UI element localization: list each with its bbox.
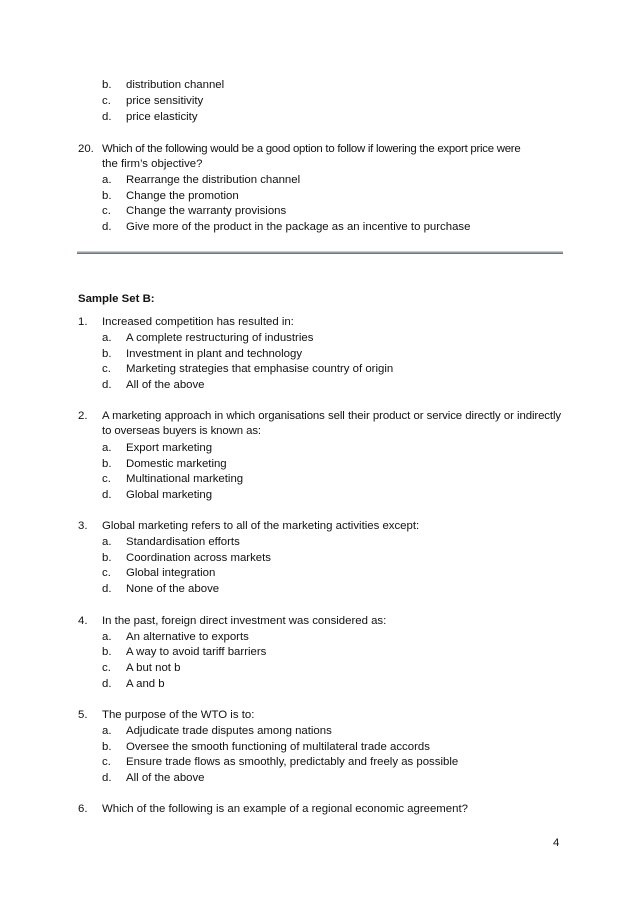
option-letter: c. (102, 363, 111, 375)
option-letter: c. (102, 756, 111, 768)
option-text: All of the above (126, 379, 205, 391)
option-text: distribution channel (126, 79, 225, 91)
option-text: Adjudicate trade disputes among nations (126, 725, 332, 737)
option-letter: c. (102, 95, 111, 107)
option-letter: c. (102, 567, 111, 579)
option-letter: d. (102, 489, 112, 501)
question-line (0, 409, 638, 440)
option-letter: b. (102, 190, 112, 202)
section-heading: Sample Set B: (78, 293, 155, 305)
option-text: None of the above (126, 583, 220, 595)
question-text: Global marketing refers to all of the marketing activities except: (102, 520, 420, 532)
option-letter: b. (102, 79, 112, 91)
option-text: An alternative to exports (126, 631, 249, 643)
option-text: A and b (126, 678, 165, 690)
option-letter: d. (102, 583, 112, 595)
option-letter: a. (102, 174, 112, 186)
question-text: A marketing approach in which organisations sell their product or service directly or indirectly to overseas buyers is known as: (102, 410, 561, 437)
option-letter: b. (102, 348, 112, 360)
option-letter: a. (102, 631, 112, 643)
option-text: Export marketing (126, 442, 213, 454)
option-text: Change the promotion (126, 190, 239, 202)
option-letter: b. (102, 741, 112, 753)
option-letter: d. (102, 772, 112, 784)
question-text: Increased competition has resulted in: (102, 316, 294, 328)
question-text: Which of the following is an example of a regional economic agreement? (102, 803, 468, 815)
option-text: Investment in plant and technology (126, 348, 303, 360)
page-number: 4 (553, 837, 560, 849)
option-text: Standardisation efforts (126, 536, 240, 548)
question-number: 20. (78, 143, 94, 155)
option-letter: b. (102, 552, 112, 564)
option-letter: d. (102, 678, 112, 690)
option-text: Global marketing (126, 489, 213, 501)
question-number: 3. (78, 520, 88, 532)
option-letter: d. (102, 111, 112, 123)
option-letter: c. (102, 473, 111, 485)
option-letter: a. (102, 536, 112, 548)
option-text: Rearrange the distribution channel (126, 174, 301, 186)
question-text: In the past, foreign direct investment was considered as: (102, 615, 387, 627)
option-text: Coordination across markets (126, 552, 271, 564)
question-text: The purpose of the WTO is to: (102, 709, 255, 721)
option-text: Give more of the product in the package as an incentive to purchase (126, 221, 471, 233)
question-number: 5. (78, 709, 88, 721)
option-text: Ensure trade flows as smoothly, predictably and freely as possible (126, 756, 459, 768)
option-letter: a. (102, 332, 112, 344)
question-number: 4. (78, 615, 88, 627)
option-letter: a. (102, 725, 112, 737)
question-number: 6. (78, 803, 88, 815)
option-text: Domestic marketing (126, 458, 227, 470)
option-text: All of the above (126, 772, 205, 784)
option-text: Marketing strategies that emphasise country of origin (126, 363, 394, 375)
question-number: 1. (78, 316, 88, 328)
option-letter: d. (102, 379, 112, 391)
question-text-line-2: the firm’s objective? (102, 158, 203, 170)
question-text-line-1: Which of the following would be a good option to follow if lowering the export price were (102, 143, 521, 155)
option-letter: c. (102, 205, 111, 217)
option-letter: b. (102, 646, 112, 658)
option-letter: c. (102, 662, 111, 674)
option-text: A way to avoid tariff barriers (126, 646, 267, 658)
option-text: A complete restructuring of industries (126, 332, 314, 344)
option-text: Multinational marketing (126, 473, 244, 485)
option-text: Change the warranty provisions (126, 205, 287, 217)
section-divider (77, 251, 563, 254)
option-text: Oversee the smooth functioning of multilateral trade accords (126, 741, 430, 753)
option-letter: d. (102, 221, 112, 233)
option-letter: b. (102, 458, 112, 470)
option-text: price elasticity (126, 111, 198, 123)
option-letter: a. (102, 442, 112, 454)
option-text: Global integration (126, 567, 216, 579)
option-text: A but not b (126, 662, 181, 674)
question-number: 2. (78, 410, 88, 422)
option-text: price sensitivity (126, 95, 204, 107)
